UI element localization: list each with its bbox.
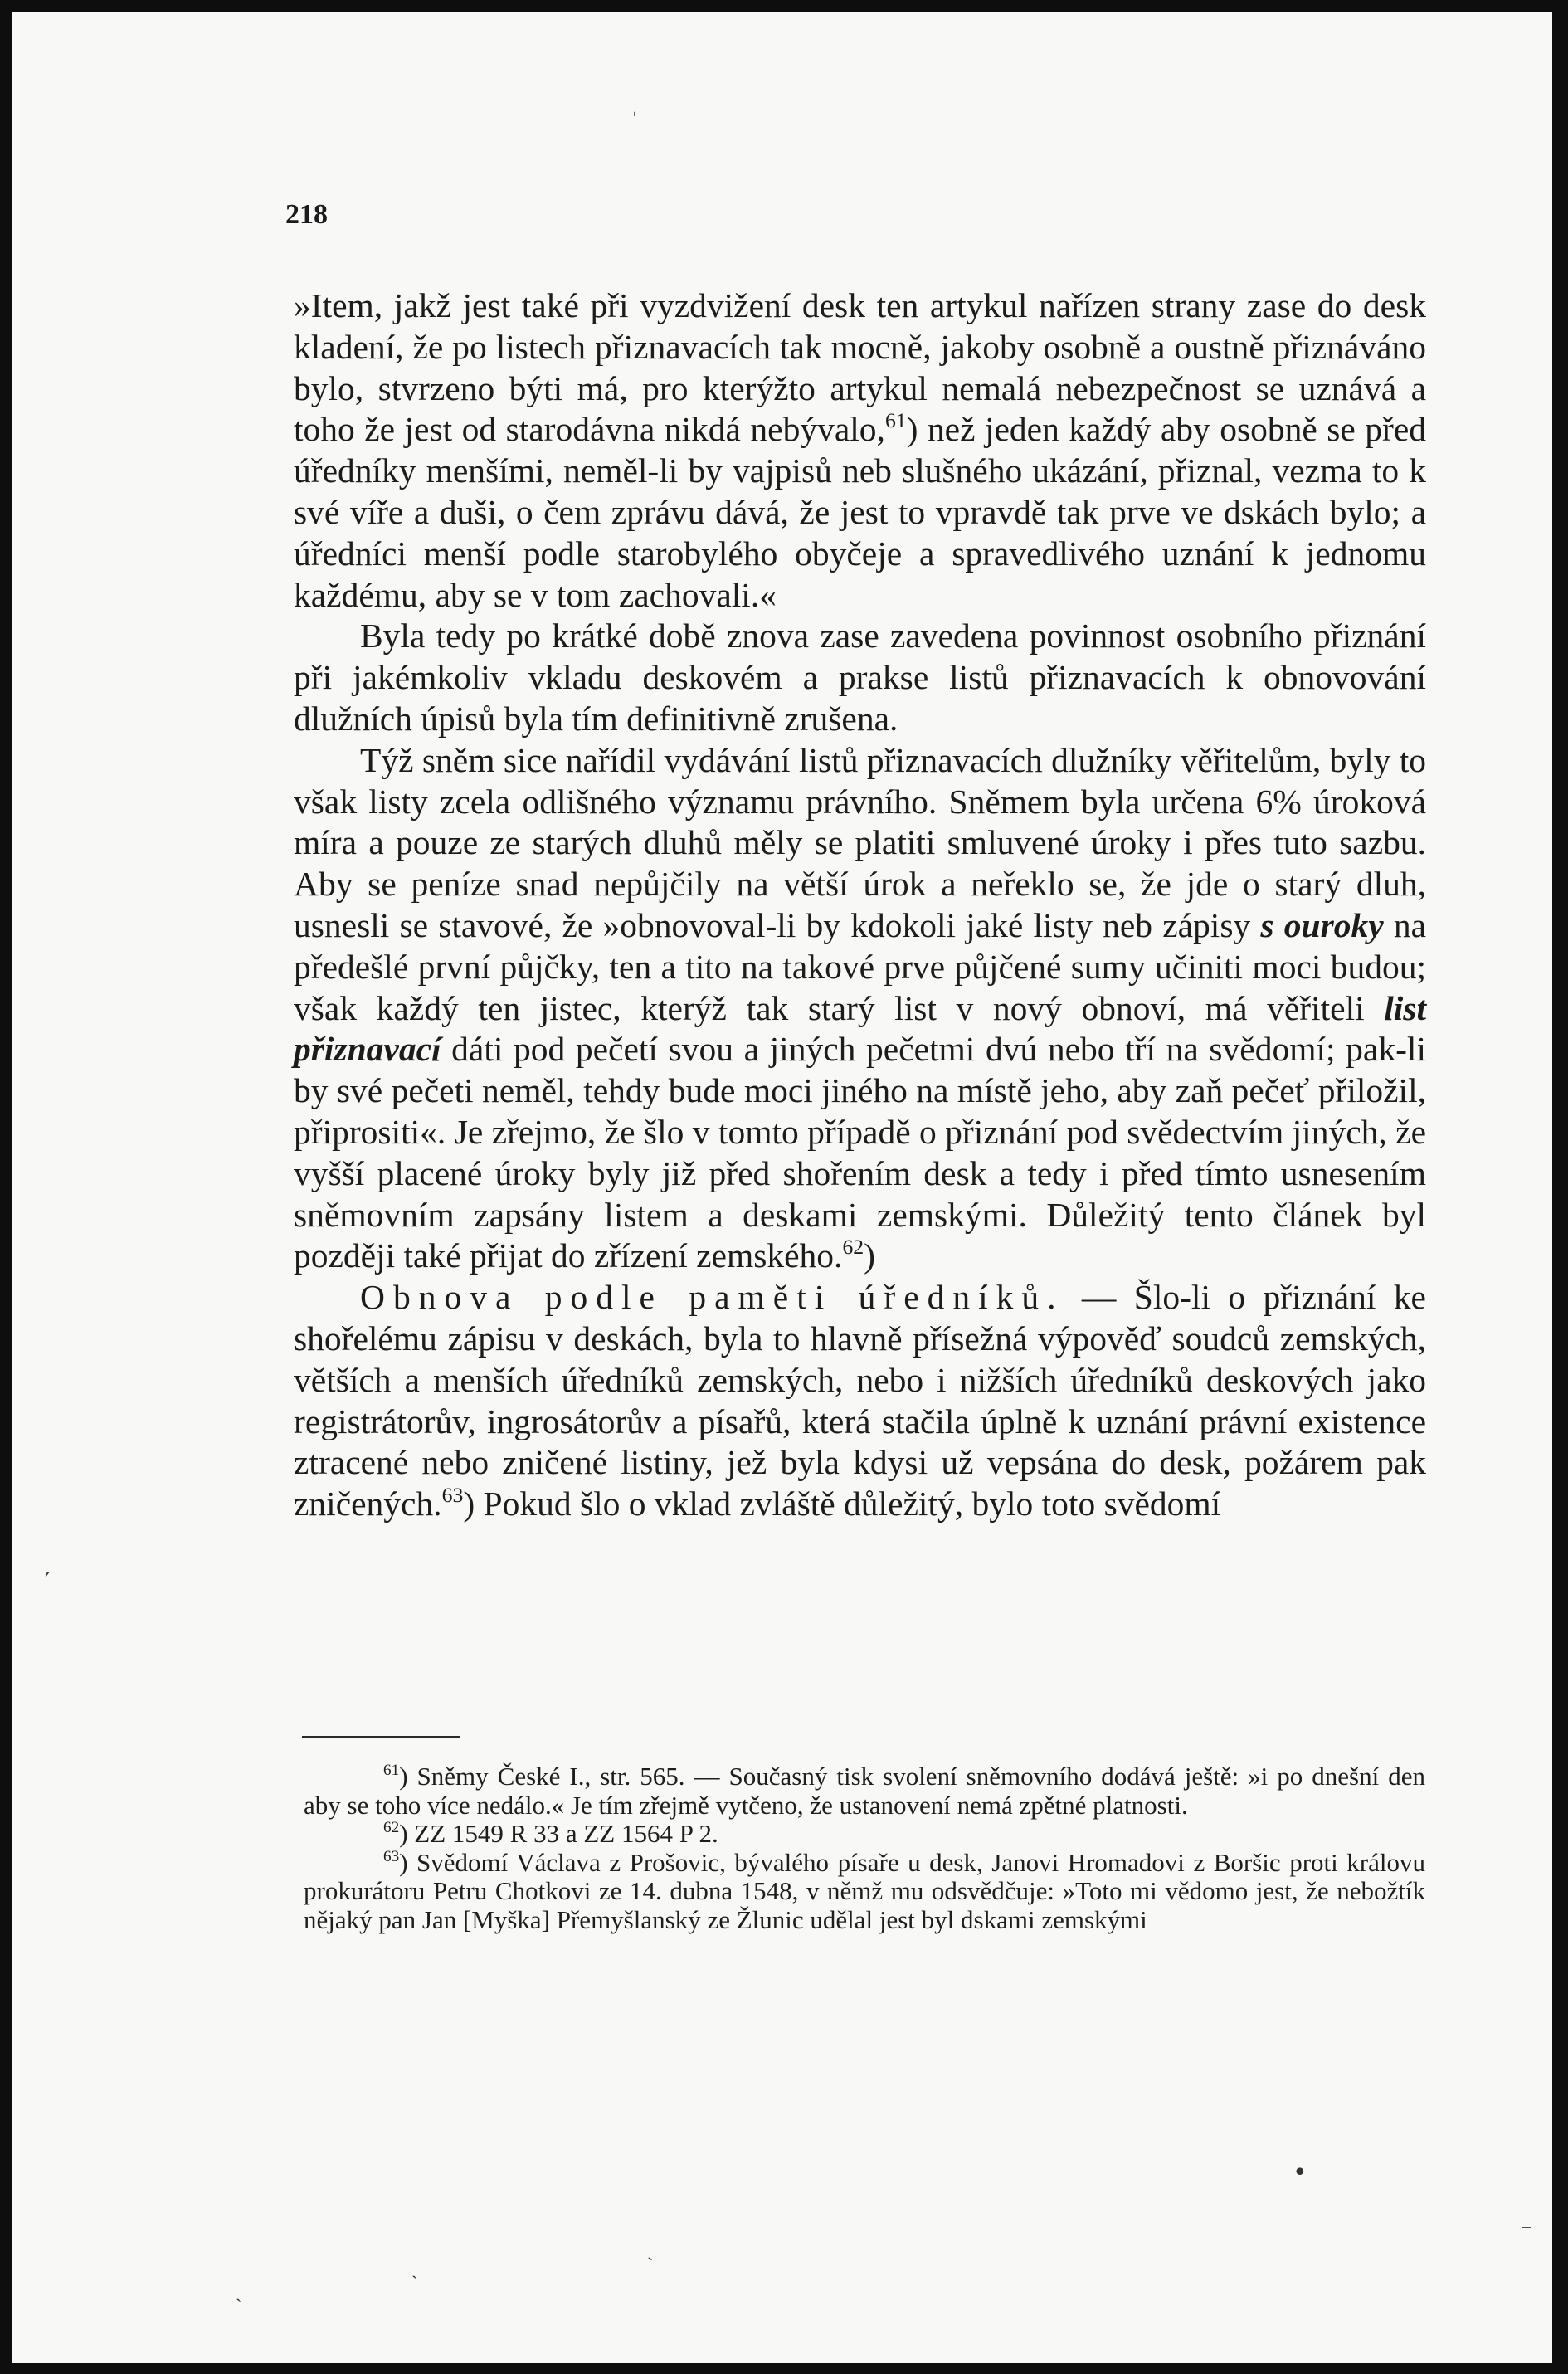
- scan-speck: ′: [45, 1567, 51, 1596]
- paragraph-text: »Item, jakž jest také při vyzdvižení desk ten artykul nařízen strany zase do desk kladení, že po listech přiznavacích tak mocně, jakoby osobně a oustně přiznáváno bylo, stvrzeno býti má, pro kterýžto artykul nemalá nebezpečnost se uznává a toho že jest od starodávna nikdá nebývalo,: [294, 286, 1426, 449]
- paragraph: Týž sněm sice nařídil vydávání listů přiznavacích dlužníky věřitelům, byly to však listy zcela odlišného významu právního. Sněmem byla určena 6% úroková míra a pouze ze starých dluhů měly se platiti smluvené úroky i přes tuto sazbu. Aby se peníze snad nepůjčily na větší úrok a neřeklo se, že jde o starý dluh, usnesli se stavové, že »obnovoval-li by kdokoli jaké listy neb zápisy s ouroky na předešlé první půjčky, ten a tito na takové prve půjčené sumy učiniti moci budou; však každý ten jistec, kterýž tak starý list v nový obnoví, má věřiteli list přiznavací dáti pod pečetí svou a jiných pečetmi dvú nebo tří na svědomí; pak-li by své pečeti neměl, tehdy bude moci jiného na místě jeho, aby zaň pečeť přiložil, připrositi«. Je zřejmo, že šlo v tomto případě o přiznání pod svědectvím jiných, že vyšší placené úroky byly již před shořením desk a tedy i před tímto usnesením sněmovním zapsány listem a deskami zemskými. Důležitý tento článek byl později také přijat do zřízení zemského.$^{62}$): [294, 740, 1427, 1275]
- scan-speck: ˌ: [632, 98, 638, 119]
- footnote: [304, 1849, 1425, 1935]
- emphasis: s ouroky: [1260, 905, 1384, 944]
- footnote: [304, 1820, 1425, 1849]
- paragraph: Obnova podle paměti úředníků. — Šlo-li o přiznání ke shořelému zápisu v deskách, byla to hlavně přísežná výpověď soudců zemských, větších a menších úředníků zemských, nebo i nižších úředníků deskových jako registrátorův, ingrosátorův a písařů, která stačila úplně k uznání právní existence ztracené nebo zničené listiny, jež byla kdysi už vepsána do desk, požárem pak zničených.$^{63}$) Pokud šlo o vklad zvláště důležitý, bylo toto svědomí: [294, 1278, 1426, 1523]
- scan-speck: ˎ: [647, 2240, 654, 2261]
- footnote-ref: 63: [441, 1483, 464, 1508]
- footnote-number: 62: [383, 1819, 400, 1837]
- scan-speck: ˎ: [411, 2259, 418, 2279]
- paragraph: Byla tedy po krátké době znova zase zavedena povinnost osobního přiznání při jakémkoliv vkladu deskovém a prakse listů přiznavacích k obnovování dlužních úpisů byla tím definitivně zrušena.: [294, 617, 1426, 738]
- footnote-ref: 62: [842, 1235, 864, 1260]
- scan-speck: •: [1293, 2158, 1307, 2187]
- footnote-text: ) Sněmy České I., str. 565. — Současný tisk svolení sněmovního dodává ještě: »i po dnešní den aby se toho více nedálo.« Je tím zřejmě vytčeno, že ustanovení nemá zpětné platnosti.: [304, 1762, 1425, 1820]
- section-heading: Obnova podle paměti úředníků.: [360, 1278, 1064, 1317]
- footnote-number: 61: [383, 1762, 400, 1780]
- paragraph-quote: [294, 285, 1426, 616]
- scan-speck: ‾: [1522, 2225, 1531, 2246]
- footnote-text: ) Svědomí Václava z Prošovic, bývalého písaře u desk, Janovi Hromadovi z Boršic proti královu prokurátoru Petru Chotkovi ze 14. dubna 1548, v němž mu odsvědčuje: »Toto mi vědomo jest, že nebožtík nějaký pan Jan [Myška] Přemyšlanský ze Žlunic udělal jest byl dskami zemskými: [304, 1847, 1425, 1934]
- scanned-page: [12, 12, 1552, 2363]
- scan-speck: ˎ: [236, 2282, 242, 2303]
- footnote-ref: 61: [884, 408, 907, 433]
- page-number: 218: [285, 199, 328, 230]
- footnote-text: ) ZZ 1549 R 33 a ZZ 1564 P 2.: [399, 1819, 718, 1848]
- footnote-divider: [302, 1736, 460, 1738]
- footnote-number: 63: [383, 1847, 400, 1865]
- body-text: [294, 285, 1426, 1525]
- paragraph-text: ) než jeden každý aby osobně se před úředníky menšími, neměl-li by vajpisů neb slušného ukázání, přiznal, vezma to k své víře a duši, o čem zprávu dává, že jest to vpravdě tak prve ve dskách bylo; a úředníci menší podle starobylého obyčeje a spravedlivého uznání k jednomu každému, aby se v tom zachovali.«: [294, 410, 1427, 614]
- footnote: [304, 1762, 1425, 1820]
- footnotes: [304, 1762, 1425, 1934]
- emphasis: list přiznavací: [294, 988, 1426, 1069]
